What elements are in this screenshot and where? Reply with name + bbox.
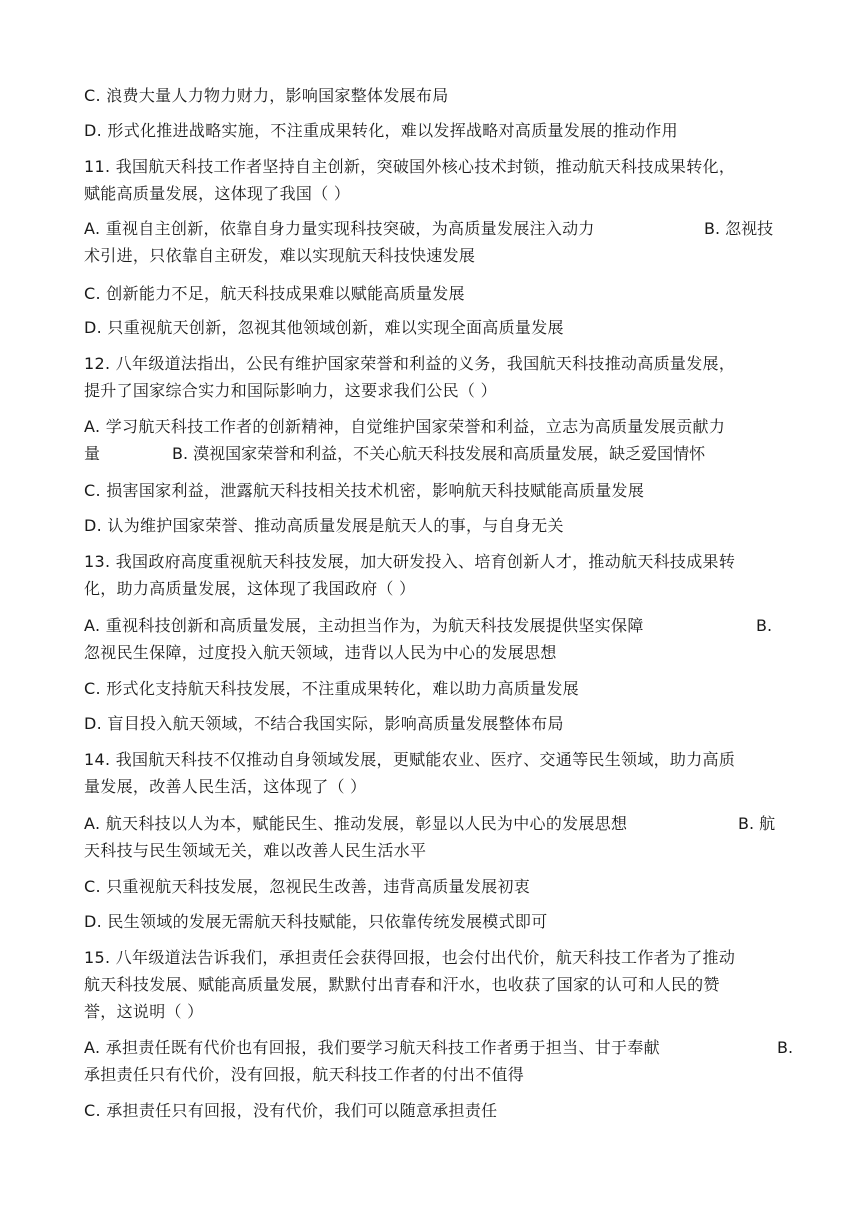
q11-option-d: D. 只重视航天创新，忽视其他领域创新，难以实现全面高质量发展 <box>84 318 564 337</box>
q11-stem-line-1: 11. 我国航天科技工作者坚持自主创新，突破国外核心技术封锁，推动航天科技成果转化， <box>84 157 736 176</box>
q10-option-c: C. 浪费大量人力物力财力，影响国家整体发展布局 <box>84 86 449 105</box>
q11-option-b: B. 忽视技 <box>704 219 774 238</box>
q14-option-a: A. 航天科技以人为本，赋能民生、推动发展，彰显以人民为中心的发展思想 <box>84 814 628 833</box>
q12-option-a-continued: 量 <box>84 444 101 463</box>
q15-option-c: C. 承担责任只有回报，没有代价，我们可以随意承担责任 <box>84 1101 498 1120</box>
q13-option-d: D. 盲目投入航天领域，不结合我国实际，影响高质量发展整体布局 <box>84 714 564 733</box>
q13-stem-line-1: 13. 我国政府高度重视航天科技发展，加大研发投入、培育创新人才，推动航天科技成果转 <box>84 552 736 571</box>
q15-stem-line-3: 誉，这说明（ ） <box>84 1002 204 1021</box>
q15-stem-line-1: 15. 八年级道法告诉我们，承担责任会获得回报，也会付出代价，航天科技工作者为了推动 <box>84 948 736 967</box>
q14-stem-line-1: 14. 我国航天科技不仅推动自身领域发展，更赋能农业、医疗、交通等民生领域，助力高质 <box>84 750 736 769</box>
q13-option-b-continued: 忽视民生保障，过度投入航天领域，违背以人民为中心的发展思想 <box>84 643 557 662</box>
q13-option-a: A. 重视科技创新和高质量发展，主动担当作为，为航天科技发展提供坚实保障 <box>84 616 644 635</box>
q15-option-a: A. 承担责任既有代价也有回报，我们要学习航天科技工作者勇于担当、甘于奉献 <box>84 1038 660 1057</box>
q14-option-b: B. 航 <box>738 814 776 833</box>
q15-stem-line-2: 航天科技发展、赋能高质量发展，默默付出青春和汗水，也收获了国家的认可和人民的赞 <box>84 975 720 994</box>
q15-option-b: B. <box>777 1038 794 1057</box>
q12-option-b: B. 漠视国家荣誉和利益，不关心航天科技发展和高质量发展，缺乏爱国情怀 <box>172 444 706 463</box>
q11-stem-line-2: 赋能高质量发展，这体现了我国（ ） <box>84 184 351 203</box>
q13-stem-line-2: 化，助力高质量发展，这体现了我国政府（ ） <box>84 579 416 598</box>
q11-option-c: C. 创新能力不足，航天科技成果难以赋能高质量发展 <box>84 284 465 303</box>
q14-option-b-continued: 天科技与民生领域无关，难以改善人民生活水平 <box>84 841 427 860</box>
q12-stem-line-2: 提升了国家综合实力和国际影响力，这要求我们公民（ ） <box>84 381 497 400</box>
q13-option-b: B. <box>756 616 773 635</box>
q14-stem-line-2: 量发展，改善人民生活，这体现了（ ） <box>84 777 367 796</box>
q10-option-d: D. 形式化推进战略实施，不注重成果转化，难以发挥战略对高质量发展的推动作用 <box>84 121 678 140</box>
q12-stem-line-1: 12. 八年级道法指出，公民有维护国家荣誉和利益的义务，我国航天科技推动高质量发展， <box>84 354 736 373</box>
q12-option-c: C. 损害国家利益，泄露航天科技相关技术机密，影响航天科技赋能高质量发展 <box>84 481 645 500</box>
q14-option-d: D. 民生领域的发展无需航天科技赋能，只依靠传统发展模式即可 <box>84 912 548 931</box>
q11-option-b-continued: 术引进，只依靠自主研发，难以实现航天科技快速发展 <box>84 246 476 265</box>
q15-option-b-continued: 承担责任只有代价，没有回报，航天科技工作者的付出不值得 <box>84 1065 525 1084</box>
q12-option-d: D. 认为维护国家荣誉、推动高质量发展是航天人的事，与自身无关 <box>84 516 564 535</box>
q13-option-c: C. 形式化支持航天科技发展，不注重成果转化，难以助力高质量发展 <box>84 679 579 698</box>
q12-option-a: A. 学习航天科技工作者的创新精神，自觉维护国家荣誉和利益，立志为高质量发展贡献力 <box>84 417 726 436</box>
q14-option-c: C. 只重视航天科技发展，忽视民生改善，违背高质量发展初衷 <box>84 877 531 896</box>
q11-option-a: A. 重视自主创新，依靠自身力量实现科技突破，为高质量发展注入动力 <box>84 219 595 238</box>
